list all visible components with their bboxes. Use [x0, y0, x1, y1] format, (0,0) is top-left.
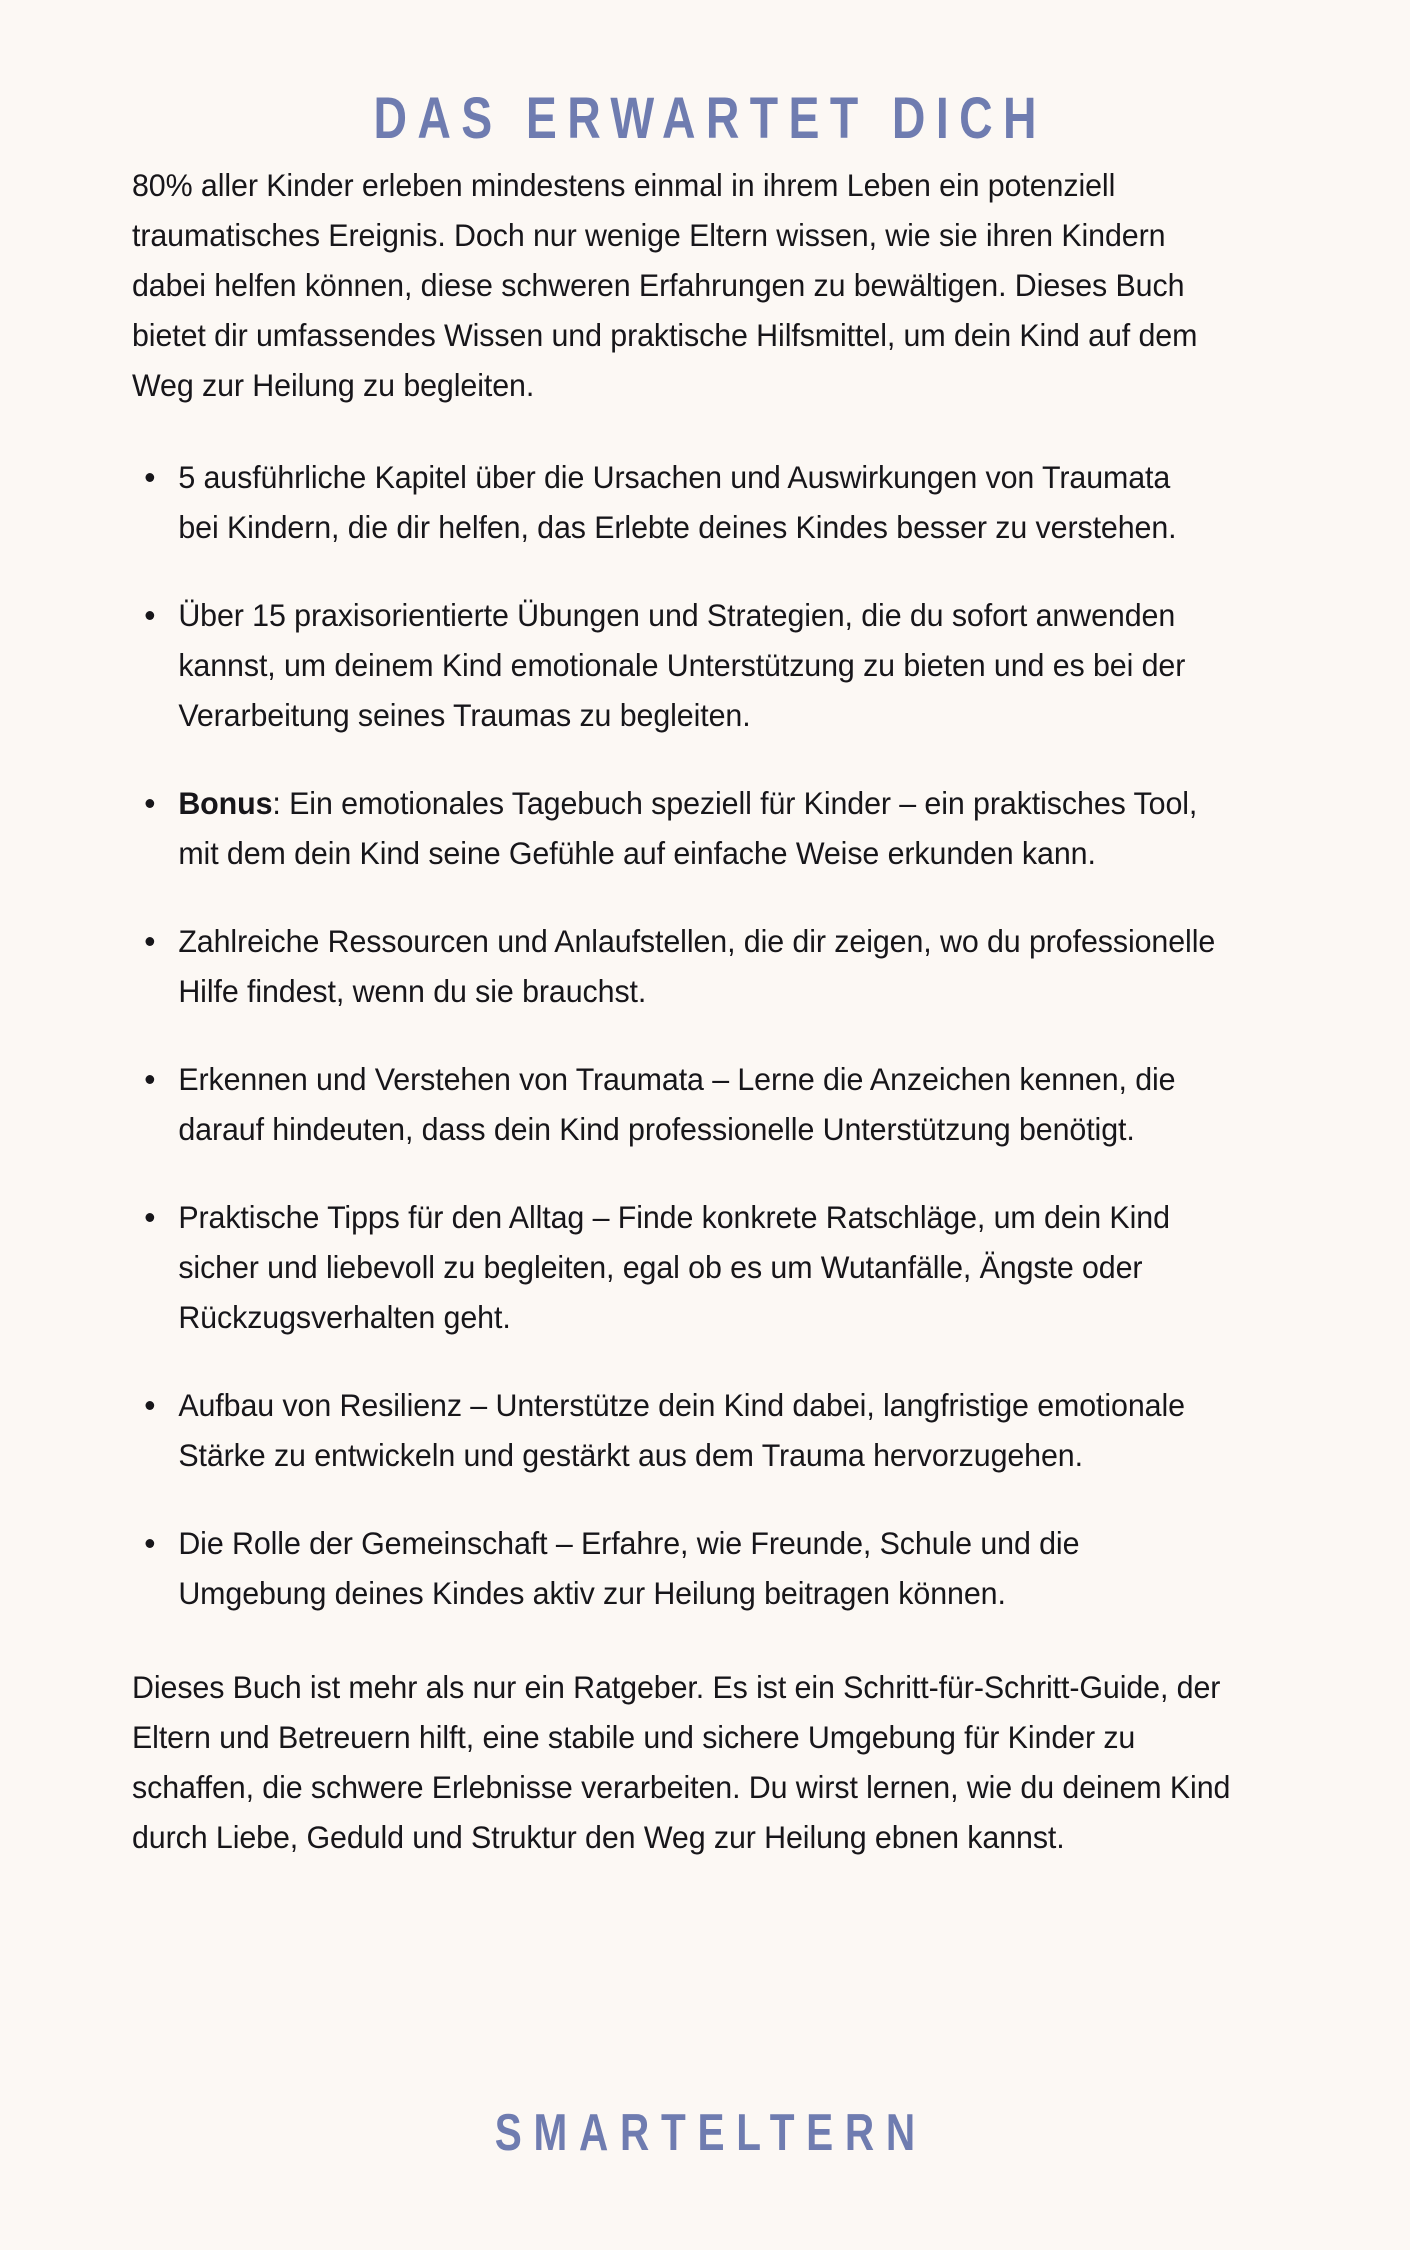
bullet-dot-icon: [146, 1075, 155, 1084]
list-item-text: : Ein emotionales Tagebuch speziell für Kinder – ein praktisches Tool, mit dem dein Kind seine Gefühle auf einfache Weise erkunden kann.: [178, 785, 1198, 871]
list-item-text: Zahlreiche Ressourcen und Anlaufstellen, die dir zeigen, wo du professionelle Hilfe findest, wenn du sie brauchst.: [178, 923, 1216, 1009]
list-item: [132, 916, 1216, 1016]
list-item: [132, 1380, 1216, 1480]
list-item: [132, 1054, 1216, 1154]
list-item-text: Die Rolle der Gemeinschaft – Erfahre, wie Freunde, Schule und die Umgebung deines Kindes aktiv zur Heilung beitragen können.: [178, 1525, 1080, 1611]
list-item: [132, 1518, 1216, 1618]
list-item-lead: Bonus: [178, 785, 273, 821]
bullet-dot-icon: [146, 937, 155, 946]
list-item-text: Erkennen und Verstehen von Traumata – Lerne die Anzeichen kennen, die darauf hindeuten, dass dein Kind professionelle Unterstützung benötigt.: [178, 1061, 1176, 1147]
bullet-dot-icon: [146, 611, 155, 620]
bullet-dot-icon: [146, 1539, 155, 1548]
list-item: [132, 778, 1216, 878]
page-title: DAS ERWARTET DICH: [373, 85, 1047, 151]
list-item-text: Aufbau von Resilienz – Unterstütze dein Kind dabei, langfristige emotionale Stärke zu entwickeln und gestärkt aus dem Trauma hervorzugehen.: [178, 1387, 1185, 1473]
bullet-dot-icon: [146, 1401, 155, 1410]
bullet-dot-icon: [146, 799, 155, 808]
intro-paragraph: 80% aller Kinder erleben mindestens einmal in ihrem Leben ein potenziell traumatisches Ereignis. Doch nur wenige Eltern wissen, wie sie ihren Kindern dabei helfen können, diese schweren Erfahrungen zu bewältigen. Dieses Buch bietet dir umfassendes Wissen und praktische Hilfsmittel, um dein Kind auf dem Weg zur Heilung zu begleiten.: [132, 167, 1198, 403]
brand-logo: SMARTELTERN: [494, 2104, 927, 2162]
list-item: [132, 1192, 1216, 1342]
list-item-text: 5 ausführliche Kapitel über die Ursachen und Auswirkungen von Traumata bei Kindern, die dir helfen, das Erlebte deines Kindes besser zu verstehen.: [178, 459, 1177, 545]
list-item-text: Praktische Tipps für den Alltag – Finde konkrete Ratschläge, um dein Kind sicher und liebevoll zu begleiten, egal ob es um Wutanfälle, Ängste oder Rückzugsverhalten geht.: [178, 1199, 1170, 1335]
list-item: [132, 590, 1216, 740]
list-item: [132, 452, 1216, 552]
bullet-dot-icon: [146, 1213, 155, 1222]
content-body: [132, 160, 1277, 1862]
feature-list: [132, 452, 1277, 1618]
outro-paragraph: Dieses Buch ist mehr als nur ein Ratgeber. Es ist ein Schritt-für-Schritt-Guide, der Eltern und Betreuern hilft, eine stabile und sichere Umgebung für Kinder zu schaffen, die schwere Erlebnisse verarbeiten. Du wirst lernen, wie du deinem Kind durch Liebe, Geduld und Struktur den Weg zur Heilung ebnen kannst.: [132, 1669, 1231, 1855]
list-item-text: Über 15 praxisorientierte Übungen und Strategien, die du sofort anwenden kannst, um deinem Kind emotionale Unterstützung zu bieten und es bei der Verarbeitung seines Traumas zu begleiten.: [178, 597, 1186, 733]
bullet-dot-icon: [146, 473, 155, 482]
